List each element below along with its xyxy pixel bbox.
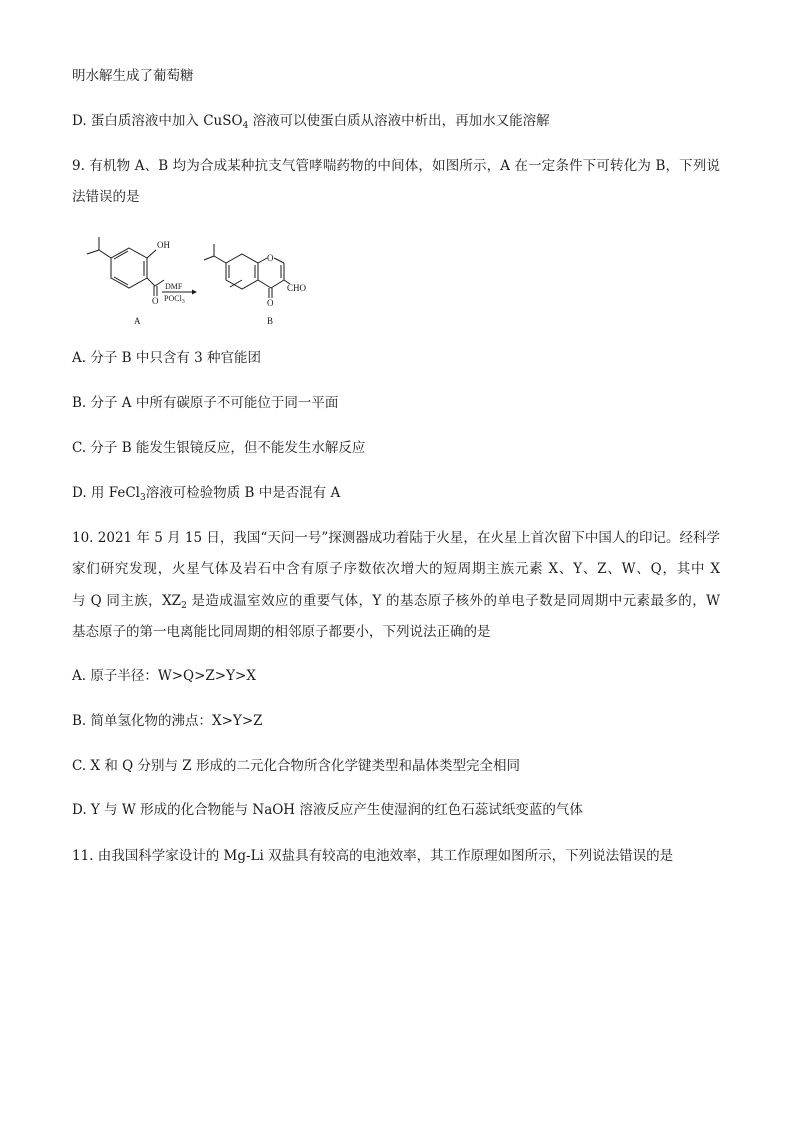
reagent-pocl3: POCl$_3$ (164, 294, 185, 305)
question-9-stem-cont: 法错误的是 (72, 189, 140, 205)
question-11-stem: 11. 由我国科学家设计的 Mg-Li 双盐具有较高的电池效率，其工作原理如图所示，下列说法错误的是 (72, 848, 674, 864)
question-9-option-b: B. 分子 A 中所有碳原子不可能位于同一平面 (72, 395, 339, 411)
question-9-option-d-rest: 溶液可检验物质 B 中是否混有 A (145, 485, 341, 501)
molecule-a-structure (87, 237, 164, 296)
question-10-stem-3 (72, 591, 720, 611)
molecule-b-structure (204, 244, 290, 298)
question-10-stem-2: 家们研究发现，火星气体及岩石中含有原子序数依次增大的短周期主族元素 X、Y、Z、W、Q，其中 X (72, 561, 720, 577)
question-10-stem: 10. 2021 年 5 月 15 日，我国“天问一号”探测器成功着陆于火星，在火星上首次留下中国人的印记。经科学 (72, 530, 720, 546)
question-9-option-a: A. 分子 B 中只含有 3 种官能团 (72, 350, 262, 366)
text-line-continuation: 明水解生成了葡萄糖 (72, 68, 194, 84)
compound-b-label: B (267, 316, 274, 326)
compound-a-label: A (134, 316, 141, 326)
option-d-prev-text: D. 蛋白质溶液中加入 CuSO (72, 113, 243, 129)
question-10-option-c: C. X 和 Q 分别与 Z 形成的二元化合物所含化学键类型和晶体类型完全相同 (72, 758, 520, 774)
option-d-prev-rest: 溶液可以使蛋白质从溶液中析出，再加水又能溶解 (248, 113, 550, 129)
option-d-prev (72, 111, 550, 131)
xz2-subscript: 2 (181, 601, 187, 611)
reagent-dmf: DMF (165, 282, 183, 291)
question-10-stem-3-rest: 是造成温室效应的重要气体，Y 的基态原子核外的单电子数是同周期中元素最多的，W (186, 593, 720, 609)
cuso4-subscript: 4 (242, 121, 249, 131)
question-10-stem-3-text: 与 Q 同主族，XZ (72, 593, 182, 609)
question-10-stem-4: 基态原子的第一电离能比同周期的相邻原子都要小，下列说法正确的是 (72, 624, 491, 640)
cho-label: CHO (287, 283, 307, 293)
question-10-option-d: D. Y 与 W 形成的化合物能与 NaOH 溶液反应产生使湿润的红色石蕊试纸变蓝的气体 (72, 802, 583, 818)
arrow-head (192, 290, 197, 295)
ketone-oxygen-label: O (152, 296, 159, 306)
oh-label: OH (157, 240, 170, 250)
question-10-option-b: B. 简单氢化物的沸点：X>Y>Z (72, 713, 263, 729)
question-9-option-d-text: D. 用 FeCl (72, 485, 140, 501)
question-9-option-d (72, 483, 340, 503)
reaction-figure (64, 228, 324, 328)
ring-oxygen-label: O (267, 253, 274, 263)
carbonyl-oxygen-b-label: O (267, 298, 274, 308)
question-9-option-c: C. 分子 B 能发生银镜反应，但不能发生水解反应 (72, 440, 366, 456)
question-9-stem: 9. 有机物 A、B 均为合成某种抗支气管哮喘药物的中间体，如图所示，A 在一定条件下可转化为 B，下列说 (72, 158, 720, 174)
fecl3-subscript: 3 (139, 493, 146, 503)
question-10-option-a: A. 原子半径：W>Q>Z>Y>X (72, 668, 256, 684)
